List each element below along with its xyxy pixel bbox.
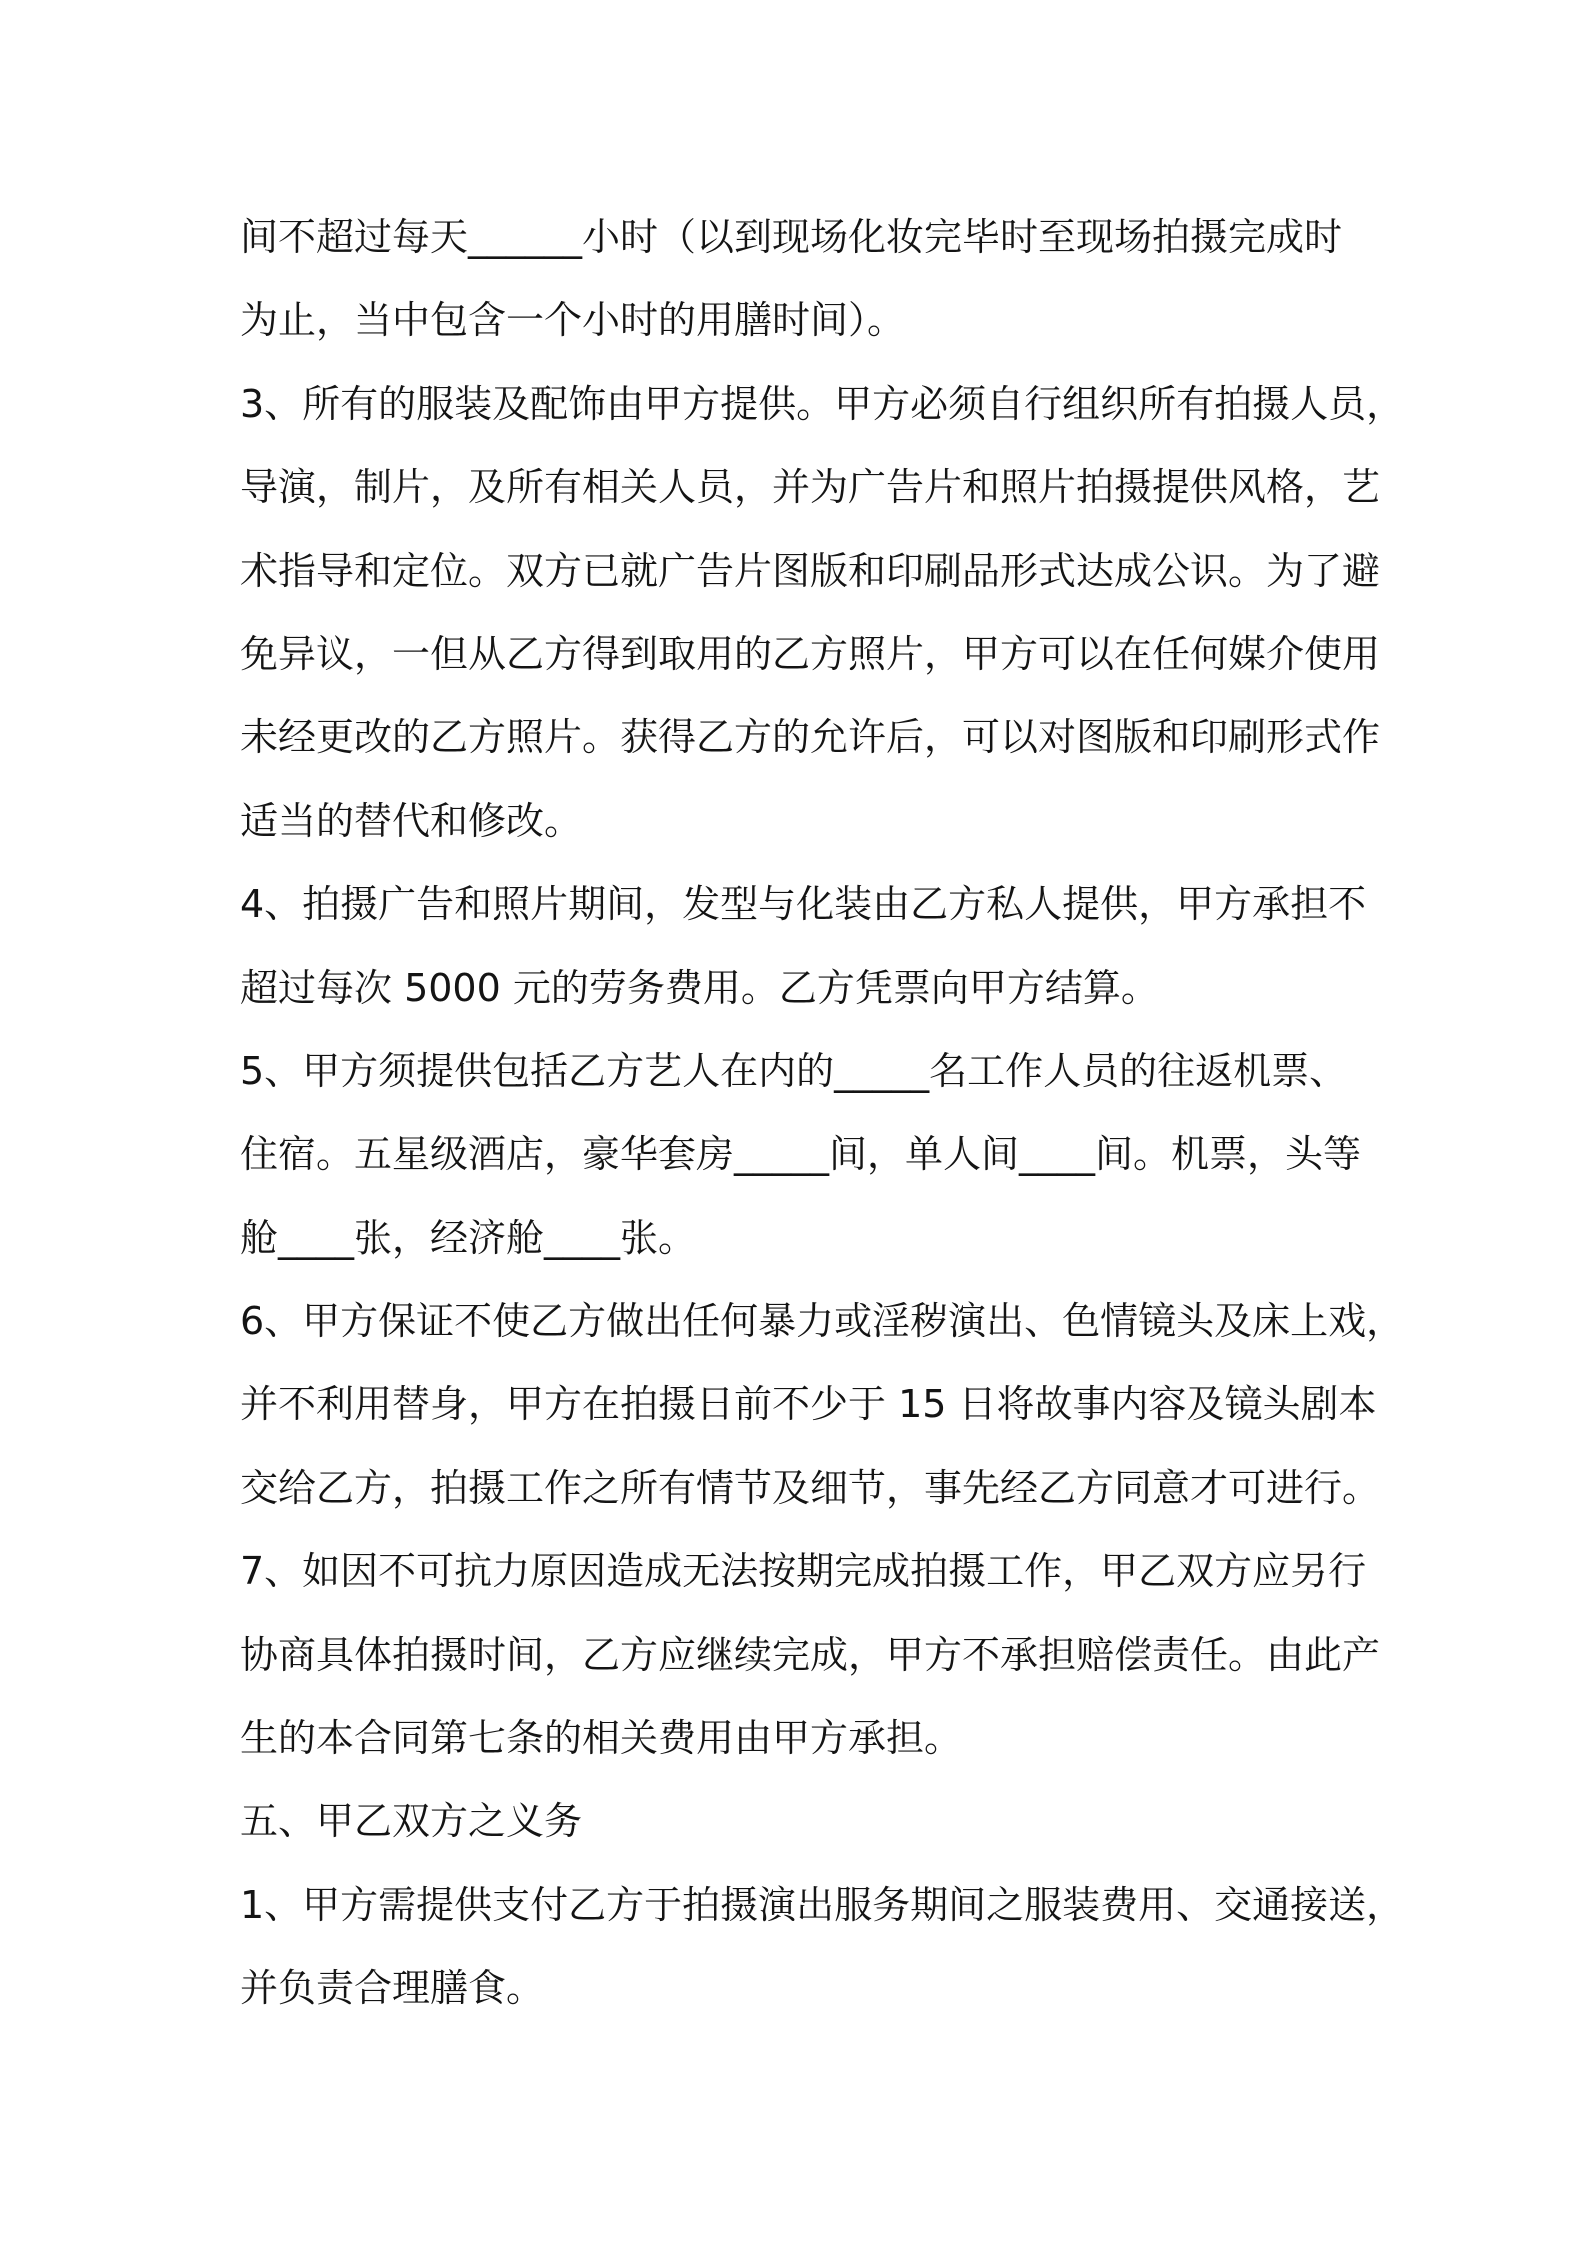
text-line-10: 超过每次 5000 元的劳务费用。乙方凭票向甲方结算。 [240,965,1159,1010]
text-line-5: 术指导和定位。双方已就广告片图版和印刷品形式达成公识。为了避 [240,548,1381,593]
text-line-15: 并不利用替身，甲方在拍摄日前不少于 15 日将故事内容及镜头剧本 [240,1382,1377,1427]
text-line-1: 间不超过每天______小时（以到现场化妆完毕时至现场拍摄完成时 [240,215,1343,259]
text-line-11: 5、甲方须提供包括乙方艺人在内的_____名工作人员的往返机票、 [240,1048,1348,1093]
text-line-7: 未经更改的乙方照片。获得乙方的允许后，可以对图版和印刷形式作 [240,715,1381,760]
document-body [240,196,1405,2031]
text-line-4: 导演，制片，及所有相关人员，并为广告片和照片拍摄提供风格，艺 [240,465,1381,510]
section-heading: 五、甲乙双方之义务 [240,1799,583,1844]
text-line-14: 6、甲方保证不使乙方做出任何暴力或淫秽演出、色情镜头及床上戏， [240,1299,1405,1344]
text-line-3: 3、所有的服装及配饰由甲方提供。甲方必须自行组织所有拍摄人员， [240,381,1405,426]
text-line-13: 舱____张，经济舱____张。 [240,1215,697,1260]
text-line-17: 7、如因不可抗力原因造成无法按期完成拍摄工作，甲乙双方应另行 [240,1549,1367,1594]
text-line-18: 协商具体拍摄时间，乙方应继续完成，甲方不承担赔偿责任。由此产 [240,1632,1381,1677]
text-line-22: 并负责合理膳食。 [240,1966,545,2011]
text-line-12: 住宿。五星级酒店，豪华套房_____间，单人间____间。机票，头等 [240,1132,1362,1177]
text-line-8: 适当的替代和修改。 [240,798,583,843]
text-line-6: 免异议，一但从乙方得到取用的乙方照片，甲方可以在任何媒介使用 [240,631,1381,676]
text-line-2: 为止，当中包含一个小时的用膳时间）。 [240,298,906,343]
text-line-9: 4、拍摄广告和照片期间，发型与化装由乙方私人提供，甲方承担不 [240,882,1367,927]
text-line-16: 交给乙方，拍摄工作之所有情节及细节，事先经乙方同意才可进行。 [240,1465,1381,1510]
text-line-19: 生的本合同第七条的相关费用由甲方承担。 [240,1716,963,1761]
text-line-21: 1、甲方需提供支付乙方于拍摄演出服务期间之服装费用、交通接送， [240,1882,1405,1927]
